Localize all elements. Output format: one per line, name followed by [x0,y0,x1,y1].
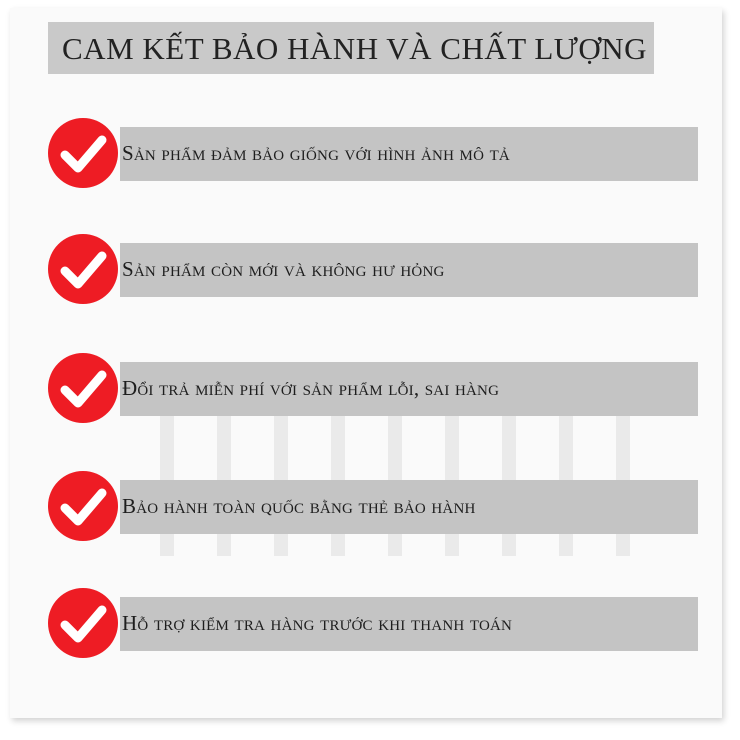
item-label: Sản phẩm đảm bảo giống với hình ảnh mô tả [122,141,510,165]
check-icon [48,118,118,188]
list-item [0,114,740,184]
list-item [0,230,740,300]
list-item [0,349,740,419]
item-label: Đổi trả miễn phí với sản phẩm lỗi, sai hàng [122,376,500,400]
page-title: CAM KẾT BẢO HÀNH VÀ CHẤT LƯỢNG [62,31,648,66]
item-label: Hỗ trợ kiểm tra hàng trước khi thanh toán [122,611,513,635]
item-label: Bảo hành toàn quốc bằng thẻ bảo hành [122,494,476,518]
check-icon [48,234,118,304]
list-item [0,584,740,654]
check-icon [48,353,118,423]
item-label: Sản phẩm còn mới và không hư hỏng [122,257,445,281]
check-icon [48,588,118,658]
list-item [0,467,740,537]
check-icon [48,471,118,541]
title-banner [48,22,654,74]
